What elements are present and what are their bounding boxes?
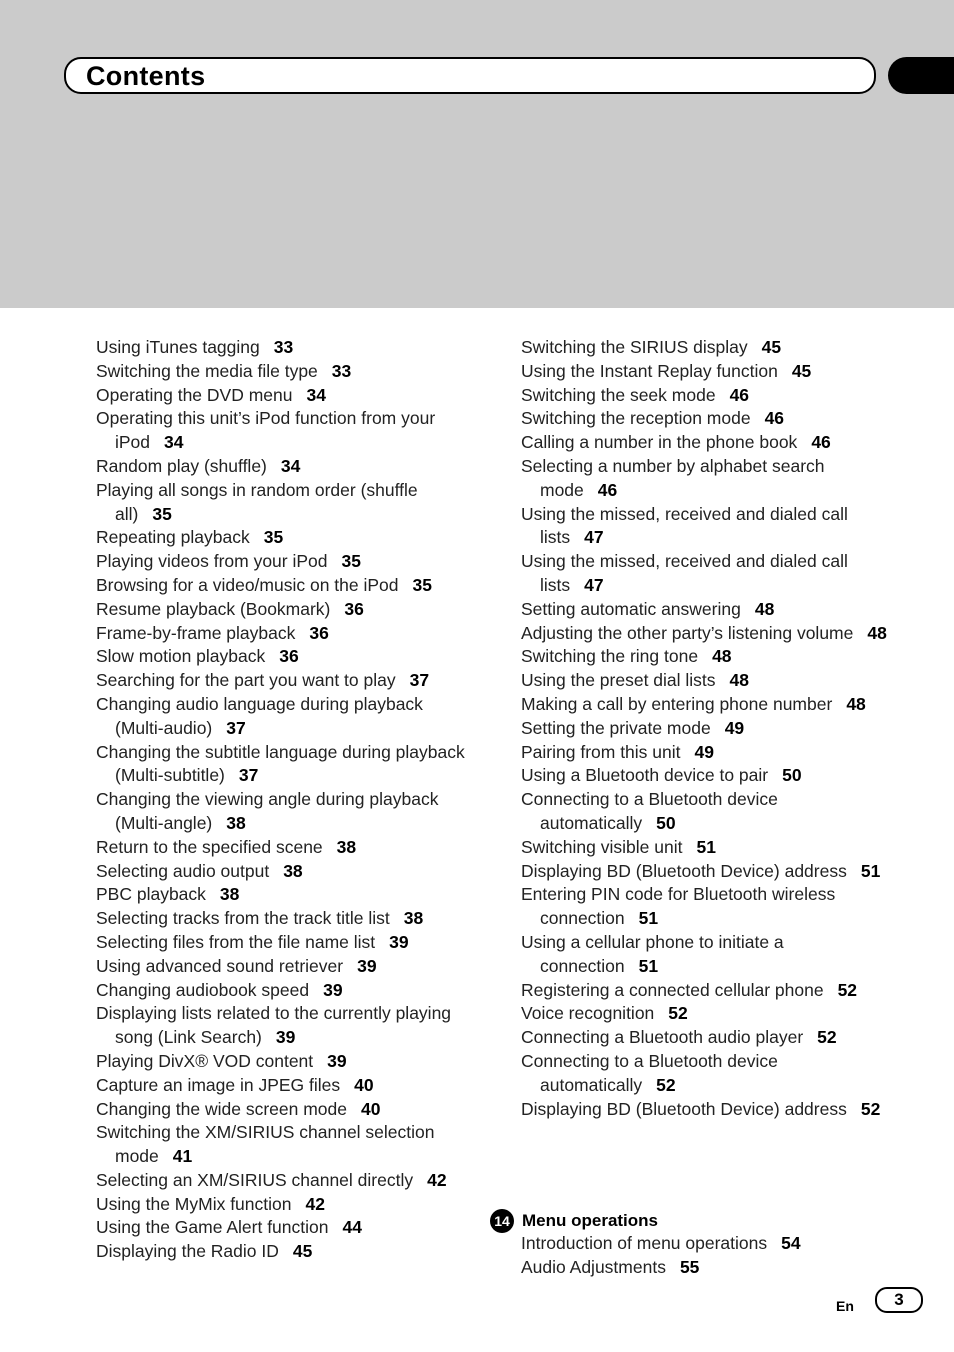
- language-label: En: [836, 1298, 854, 1314]
- toc-entry[interactable]: [521, 717, 901, 741]
- toc-entry-page: 51: [638, 955, 659, 976]
- toc-entry[interactable]: [521, 1026, 901, 1050]
- toc-entry-page: 42: [305, 1193, 325, 1214]
- toc-entry-page: 50: [782, 765, 802, 786]
- toc-entry-title: Displaying BD (Bluetooth Device) address: [521, 860, 847, 881]
- toc-entry-title: Switching the reception mode: [521, 408, 751, 429]
- toc-entry-page: 52: [860, 1098, 881, 1119]
- toc-entry-title: Audio Adjustments: [521, 1256, 666, 1277]
- section-title: Menu operations: [522, 1211, 659, 1230]
- title-box: [64, 57, 876, 94]
- toc-entry-page: 46: [811, 432, 831, 453]
- page-title: Contents: [86, 61, 206, 91]
- toc-entry-title: Repeating playback: [96, 527, 250, 548]
- toc-entry-title: Changing the subtitle language during playback (Multi-subtitle): [96, 741, 465, 786]
- toc-entry-page: 54: [781, 1233, 801, 1253]
- toc-entry-title: Using the MyMix function: [96, 1193, 292, 1214]
- toc-entry-title: Calling a number in the phone book: [521, 432, 798, 453]
- toc-entry-page: 38: [226, 812, 246, 833]
- toc-entry-page: 41: [172, 1146, 193, 1167]
- toc-entry-page: 48: [754, 598, 775, 619]
- toc-entry-page: 49: [724, 717, 745, 738]
- toc-entry-title: Playing videos from your iPod: [96, 551, 328, 572]
- toc-entry[interactable]: [521, 788, 901, 836]
- toc-entry[interactable]: [521, 764, 901, 788]
- toc-entry[interactable]: [96, 860, 476, 884]
- toc-entry[interactable]: [521, 622, 901, 646]
- toc-entry-title: Capture an image in JPEG files: [96, 1074, 341, 1095]
- toc-entry[interactable]: [96, 741, 476, 789]
- toc-entry-title: Switching the ring tone: [521, 646, 699, 667]
- header-band: [0, 0, 954, 308]
- toc-entry-title: Selecting tracks from the track title list: [96, 908, 390, 929]
- toc-entry-title: Frame-by-frame playback: [96, 622, 296, 643]
- toc-entry[interactable]: [521, 598, 901, 622]
- toc-entry-page: 51: [696, 836, 716, 857]
- toc-entry-page: 36: [344, 598, 364, 619]
- toc-entry-title: Pairing from this unit: [521, 741, 681, 762]
- toc-entry-page: 37: [238, 765, 259, 786]
- toc-entry-title: Registering a connected cellular phone: [521, 979, 824, 1000]
- toc-entry-page: 50: [656, 812, 676, 833]
- toc-entry-title: Switching the SIRIUS display: [521, 337, 748, 357]
- toc-entry-page: 39: [327, 1050, 347, 1071]
- toc-entry-page: 35: [152, 503, 172, 524]
- toc-entry-page: 51: [860, 860, 881, 881]
- toc-entry[interactable]: [96, 836, 476, 860]
- toc-entry[interactable]: [521, 431, 901, 455]
- section-number-badge: 14: [490, 1209, 514, 1233]
- toc-entry-page: 44: [342, 1217, 362, 1238]
- toc-entry[interactable]: [521, 360, 901, 384]
- toc-entry-title: Using the missed, received and dialed call lists: [521, 551, 848, 595]
- toc-entry-title: Selecting audio output: [96, 860, 270, 881]
- toc-entry-page: 40: [361, 1098, 381, 1119]
- toc-entry-page: 33: [331, 360, 352, 381]
- toc-entry-title: Voice recognition: [521, 1003, 655, 1024]
- toc-entry-page: 45: [761, 337, 782, 357]
- toc-entry-page: 38: [219, 884, 240, 905]
- toc-entry[interactable]: [96, 1216, 476, 1240]
- toc-entry[interactable]: [96, 1169, 476, 1193]
- toc-entry-page: 52: [817, 1027, 837, 1048]
- toc-entry[interactable]: [521, 550, 901, 598]
- toc-entry[interactable]: [96, 574, 476, 598]
- toc-entry-page: 49: [694, 741, 714, 762]
- toc-entry-title: Selecting files from the file name list: [96, 931, 376, 952]
- toc-entry[interactable]: [521, 836, 901, 860]
- toc-entry[interactable]: [96, 669, 476, 693]
- toc-entry[interactable]: [96, 979, 476, 1003]
- toc-entry-title: Using a Bluetooth device to pair: [521, 765, 769, 786]
- toc-entry[interactable]: [521, 1232, 901, 1256]
- toc-entry-page: 40: [354, 1074, 374, 1095]
- toc-entry[interactable]: [521, 693, 901, 717]
- toc-entry-page: 33: [273, 337, 294, 357]
- toc-entry[interactable]: [521, 1050, 901, 1098]
- toc-entry-title: Setting automatic answering: [521, 598, 741, 619]
- toc-entry-page: 36: [309, 622, 329, 643]
- toc-entry-title: Changing audio language during playback (Multi-audio): [96, 693, 423, 738]
- toc-entry-page: 45: [292, 1241, 313, 1262]
- toc-entry[interactable]: [96, 931, 476, 955]
- toc-entry[interactable]: [96, 1002, 476, 1050]
- toc-entry-title: Playing all songs in random order (shuffle all): [96, 479, 418, 524]
- toc-entry-title: Displaying lists related to the currently playing song (Link Search): [96, 1003, 452, 1048]
- toc-entry-page: 34: [306, 384, 326, 405]
- toc-entry-title: Displaying BD (Bluetooth Device) address: [521, 1098, 847, 1119]
- toc-entry-page: 52: [656, 1074, 676, 1095]
- toc-entry-title: Selecting an XM/SIRIUS channel directly: [96, 1169, 414, 1190]
- toc-entry-title: Slow motion playback: [96, 646, 266, 667]
- toc-entry-title: Operating this unit’s iPod function from your iPod: [96, 408, 436, 453]
- toc-entry-page: 38: [403, 908, 424, 929]
- toc-entry-page: 46: [597, 479, 618, 500]
- toc-entry-page: 46: [764, 408, 785, 429]
- toc-entry-page: 37: [409, 670, 430, 691]
- toc-entry-page: 39: [357, 955, 377, 976]
- toc-entry-page: 42: [427, 1169, 447, 1190]
- toc-entry-title: Random play (shuffle): [96, 455, 267, 476]
- toc-entry[interactable]: [96, 598, 476, 622]
- toc-entry[interactable]: [521, 931, 901, 979]
- toc-entry-page: 46: [729, 384, 750, 405]
- toc-entry-title: Switching visible unit: [521, 836, 683, 857]
- toc-entry-page: 48: [712, 646, 732, 667]
- toc-entry[interactable]: [96, 526, 476, 550]
- toc-entry-page: 52: [668, 1003, 688, 1024]
- toc-entry-page: 35: [263, 527, 284, 548]
- toc-entry[interactable]: [96, 1240, 476, 1264]
- toc-entry-page: 39: [389, 931, 409, 952]
- toc-entry-title: Resume playback (Bookmark): [96, 598, 331, 619]
- toc-entry-title: PBC playback: [96, 884, 206, 905]
- toc-entry-page: 34: [280, 455, 301, 476]
- toc-entry[interactable]: [521, 1098, 901, 1122]
- toc-entry-page: 52: [837, 979, 858, 1000]
- toc-entry[interactable]: [96, 360, 476, 384]
- toc-entry-title: Connecting a Bluetooth audio player: [521, 1027, 804, 1048]
- toc-entry-page: 36: [279, 646, 299, 667]
- toc-entry[interactable]: [521, 883, 901, 931]
- toc-entry-title: Changing the viewing angle during playback (Multi-angle): [96, 789, 439, 833]
- page-number: 3: [875, 1287, 923, 1313]
- toc-entry[interactable]: [521, 645, 901, 669]
- toc-entry[interactable]: [521, 860, 901, 884]
- toc-entry-page: 39: [323, 979, 343, 1000]
- toc-section-entries: [521, 1232, 901, 1280]
- toc-entry[interactable]: [96, 336, 476, 360]
- toc-entry-page: 48: [729, 670, 750, 691]
- toc-entry-title: Operating the DVD menu: [96, 384, 293, 405]
- toc-entry-title: Using the preset dial lists: [521, 670, 716, 691]
- toc-entry[interactable]: [96, 1193, 476, 1217]
- toc-entry-title: Changing the wide screen mode: [96, 1098, 347, 1119]
- toc-entry[interactable]: [521, 407, 901, 431]
- toc-entry-page: 47: [584, 527, 604, 548]
- toc-entry-page: 48: [846, 693, 866, 714]
- toc-entry-title: Playing DivX® VOD content: [96, 1050, 314, 1071]
- toc-entry-title: Connecting to a Bluetooth device automatically: [521, 1050, 778, 1095]
- toc-entry-title: Entering PIN code for Bluetooth wireless connection: [521, 884, 836, 929]
- toc-entry[interactable]: [521, 1256, 901, 1280]
- toc-entry-title: Selecting a number by alphabet search mode: [521, 455, 825, 500]
- toc-entry-page: 55: [679, 1256, 700, 1277]
- toc-entry-title: Using the Instant Replay function: [521, 360, 778, 381]
- section-heading: [490, 1209, 658, 1233]
- toc-entry-page: 39: [275, 1027, 296, 1048]
- toc-entry-title: Using the missed, received and dialed call lists: [521, 503, 848, 548]
- toc-entry[interactable]: [96, 384, 476, 408]
- toc-entry-page: 34: [164, 432, 184, 453]
- toc-entry[interactable]: [96, 550, 476, 574]
- toc-entry[interactable]: [96, 407, 476, 455]
- toc-entry-title: Using advanced sound retriever: [96, 955, 344, 976]
- toc-entry[interactable]: [96, 479, 476, 527]
- toc-entry[interactable]: [96, 1074, 476, 1098]
- toc-entry-page: 47: [584, 574, 604, 595]
- toc-entry-title: Displaying the Radio ID: [96, 1241, 279, 1262]
- toc-entry-page: 38: [336, 836, 357, 857]
- toc-entry-title: Switching the XM/SIRIUS channel selection mode: [96, 1122, 435, 1167]
- toc-left-column: [96, 336, 476, 1264]
- toc-entry[interactable]: [96, 955, 476, 979]
- toc-entry-title: Making a call by entering phone number: [521, 693, 833, 714]
- toc-entry[interactable]: [96, 907, 476, 931]
- toc-entry-title: Connecting to a Bluetooth device automatically: [521, 789, 778, 833]
- toc-entry[interactable]: [96, 693, 476, 741]
- toc-entry[interactable]: [521, 455, 901, 503]
- toc-entry[interactable]: [96, 622, 476, 646]
- toc-entry-title: Using a cellular phone to initiate a connection: [521, 931, 784, 976]
- toc-entry[interactable]: [96, 883, 476, 907]
- toc-entry[interactable]: [521, 1002, 901, 1026]
- toc-entry-page: 48: [867, 622, 887, 643]
- toc-entry-page: 37: [226, 717, 246, 738]
- section-tab: [888, 57, 954, 94]
- toc-entry-title: Return to the specified scene: [96, 836, 323, 857]
- toc-entry[interactable]: [521, 741, 901, 765]
- toc-entry[interactable]: [96, 788, 476, 836]
- toc-entry[interactable]: [96, 1050, 476, 1074]
- toc-right-column: [521, 336, 901, 1121]
- toc-entry-page: 35: [341, 551, 361, 572]
- toc-entry-title: Searching for the part you want to play: [96, 670, 396, 691]
- toc-entry[interactable]: [96, 1098, 476, 1122]
- toc-entry[interactable]: [521, 503, 901, 551]
- toc-entry-title: Setting the private mode: [521, 717, 711, 738]
- toc-entry[interactable]: [521, 384, 901, 408]
- toc-entry-page: 51: [638, 908, 659, 929]
- toc-entry-title: Using iTunes tagging: [96, 337, 260, 357]
- toc-entry-title: Switching the media file type: [96, 360, 318, 381]
- toc-entry-title: Using the Game Alert function: [96, 1217, 329, 1238]
- toc-entry-title: Switching the seek mode: [521, 384, 716, 405]
- toc-entry-page: 38: [283, 860, 303, 881]
- toc-entry[interactable]: [521, 979, 901, 1003]
- toc-entry-title: Introduction of menu operations: [521, 1233, 768, 1253]
- toc-entry-page: 45: [791, 360, 812, 381]
- toc-entry[interactable]: [521, 336, 901, 360]
- toc-entry[interactable]: [96, 645, 476, 669]
- toc-entry[interactable]: [521, 669, 901, 693]
- toc-entry[interactable]: [96, 1121, 476, 1169]
- toc-entry-title: Adjusting the other party’s listening volume: [521, 622, 854, 643]
- toc-entry-title: Browsing for a video/music on the iPod: [96, 574, 399, 595]
- toc-entry[interactable]: [96, 455, 476, 479]
- toc-entry-title: Changing audiobook speed: [96, 979, 310, 1000]
- toc-entry-page: 35: [412, 574, 432, 595]
